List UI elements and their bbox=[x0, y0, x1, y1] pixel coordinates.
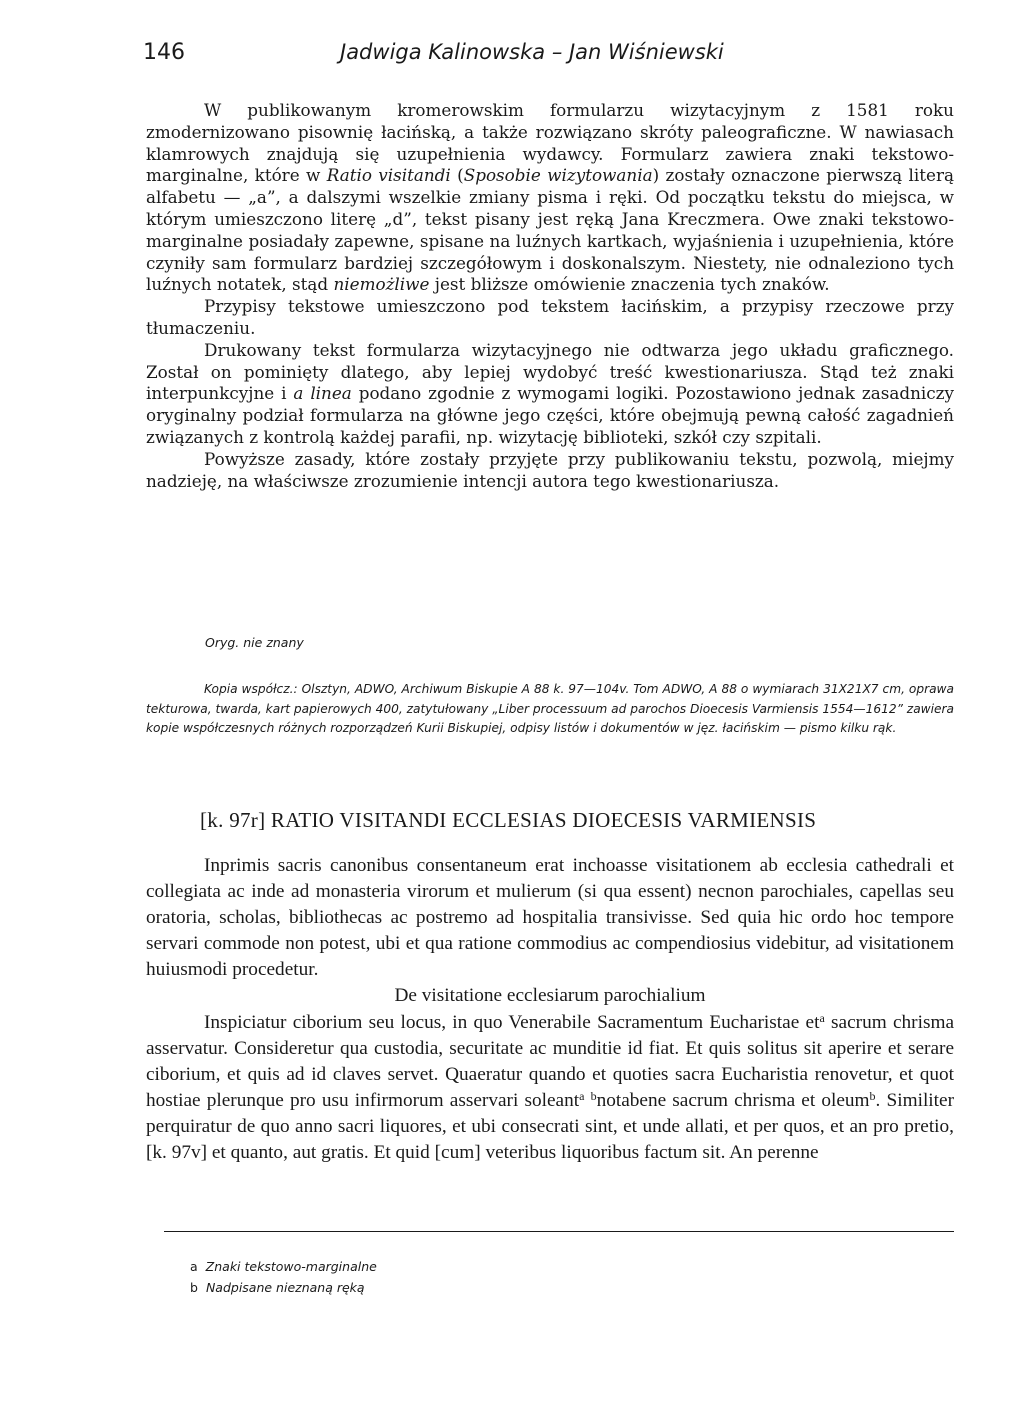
footnote-ref: a bbox=[819, 1010, 825, 1025]
latin-paragraph-2 bbox=[146, 1010, 954, 1167]
intro-paragraph-4: Powyższe zasady, które zostały przyjęte przy publikowaniu tekstu, pozwolą, miejmy nadzieję, na właściwsze zrozumienie intencji autora tego kwestionariusza. bbox=[146, 448, 954, 491]
footnote-text: Nadpisane nieznaną ręką bbox=[205, 1280, 365, 1295]
source-copy-note: Kopia współcz.: Olsztyn, ADWO, Archiwum Biskupie A 88 k. 97—104v. Tom ADWO, A 88 o wymiarach 31X21X7 cm, oprawa tekturowa, twarda, kart papierowych 400, zatytułowany „Liber processuum ad parochos Dioecesis Varmiensis 1554—1612” zawiera kopie współczesnych różnych rozporządzeń Kurii Biskupiej, odpisy listów i dokumentów w jęz. łacińskim — pismo kilku rąk. bbox=[146, 682, 954, 735]
footnote bbox=[190, 1277, 377, 1298]
page-header bbox=[143, 40, 903, 74]
italic-phrase: Sposobie wizytowania bbox=[463, 165, 653, 186]
text-run: notabene sacrum chrisma et oleum bbox=[596, 1089, 870, 1111]
footnote-rule bbox=[164, 1231, 954, 1232]
italic-phrase: a linea bbox=[293, 383, 352, 404]
text-run: Inspiciatur ciborium seu locus, in quo Venerabile Sacramentum Eucharistae et bbox=[204, 1011, 820, 1033]
text-run: podano zgodnie z wymogami logiki. Pozostawiono jednak zasadniczy oryginalny podział formularza na główne jego części, które obejmują pewną całość zagadnień związanych z kontrolą każdej parafii, np. wizytację biblioteki, szkół czy szpitali. bbox=[146, 383, 954, 447]
edition-title: [k. 97r] RATIO VISITANDI ECCLESIAS DIOECESIS VARMIENSIS bbox=[200, 808, 817, 832]
footnote bbox=[190, 1256, 377, 1277]
intro-paragraph-3 bbox=[146, 340, 954, 449]
text-run: ) zostały oznaczone pierwszą literą alfabetu — „a”, a dalszymi wszelkie zmiany pisma i ręki. Od początku tekstu do miejsca, w którym umieszczono literę „d”, tekst pisany jest ręką Jana Kreczmera. Owe znaki tekstowo-marginalne posiadały zapewne, spisane na luźnych kartkach, wyjaśnienia i uzupełnienia, które czyniły sam formularz bardziej szczegółowym i doskonalszym. Niestety, nie odnaleziono tych luźnych notatek, stąd bbox=[146, 165, 954, 295]
footnote-mark: b bbox=[190, 1280, 198, 1295]
text-run: jest bliższe omówienie znaczenia tych znaków. bbox=[429, 274, 830, 295]
footnote-mark: a bbox=[190, 1259, 198, 1274]
footnote-ref: b bbox=[869, 1088, 876, 1103]
intro-paragraph-1 bbox=[146, 100, 954, 296]
text-run: sacrum chrisma asservatur. Consideretur qua custodia, securitate ac munditie id fiat. Et quis solitus sit aperire et serare ciborium, et quis ad id claves servet. Quaeratur quando et quoties sacra Eucharistia renovetur, et quot hostiae plerunque pro usu infirmorum asservari soleant bbox=[146, 1011, 955, 1111]
source-original-note: Oryg. nie znany bbox=[205, 635, 304, 650]
introduction-text bbox=[146, 100, 954, 492]
page-number: 146 bbox=[143, 40, 185, 65]
text-run: ( bbox=[450, 165, 464, 186]
intro-paragraph-2: Przypisy tekstowe umieszczono pod tekstem łacińskim, a przypisy rzeczowe przy tłumaczeniu. bbox=[146, 296, 954, 338]
running-head: Jadwiga Kalinowska – Jan Wiśniewski bbox=[340, 40, 724, 64]
italic-phrase: Ratio visitandi bbox=[326, 165, 451, 186]
latin-paragraph-1: Inprimis sacris canonibus consentaneum erat inchoasse visitationem ab ecclesia cathedrali et collegiata ac inde ad monasteria virorum et mulierum (si qua essent) necnon parochiales, capellas seu oratoria, scholas, bibliothecas ac postremo ad hospitalia transivisse. Sed quia hic ordo hoc tempore servari commode non potest, ubi et qua ratione commodius ac compendiosius videbitur, ad visitationem huiusmodi procedetur. bbox=[146, 855, 954, 981]
footnotes bbox=[190, 1256, 377, 1298]
italic-phrase: niemożliwe bbox=[333, 274, 430, 295]
text-run: . Similiter perquiratur de quo anno sacri liquores, et ubi consecrati sint, et unde allati, et per quos, et an pro pretio, [k. 97v] et quanto, aut gratis. Et quid [cum] veteribus liquoribus factum sit. An perenne bbox=[146, 1089, 954, 1164]
text-run: W publikowanym kromerowskim formularzu wizytacyjnym z 1581 roku zmodernizowano pisownię łacińską, a także rozwiązano skróty paleograficzne. W nawiasach klamrowych znajdują się uzupełnienia wydawcy. Formularz zawiera znaki tekstowo-marginalne, które w bbox=[146, 100, 954, 186]
footnote-text: Znaki tekstowo-marginalne bbox=[205, 1259, 377, 1274]
latin-text bbox=[146, 853, 954, 1166]
latin-subheading: De visitatione ecclesiarum parochialium bbox=[394, 985, 706, 1007]
footnote-ref: a bbox=[579, 1088, 585, 1103]
footnote-ref: b bbox=[590, 1088, 597, 1103]
text-run: Drukowany tekst formularza wizytacyjnego nie odtwarza jego układu graficznego. Został on pominięty dlatego, aby lepiej wydobyć treść kwestionariusza. Stąd też znaki interpunkcyjne i bbox=[146, 339, 954, 404]
